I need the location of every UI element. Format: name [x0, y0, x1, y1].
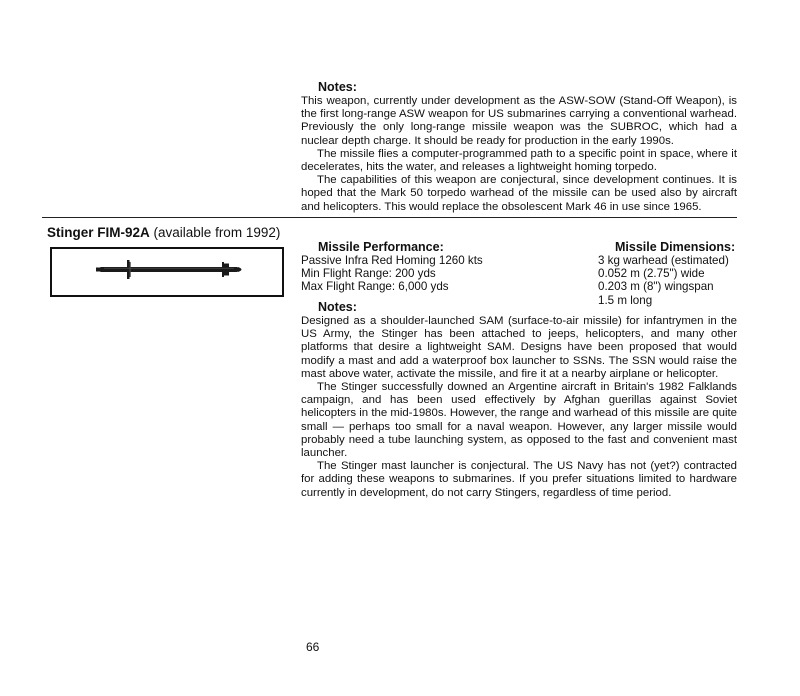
performance-line: Max Flight Range: 6,000 yds	[301, 280, 449, 294]
top-notes-section	[301, 80, 737, 214]
dimension-line: 3 kg warhead (estimated)	[598, 254, 729, 267]
top-notes-paragraph: The missile flies a computer-programmed path to a specific point in space, where it decelerates, hits the water, and releases a lightweight homing torpedo.	[301, 147, 737, 174]
weapon-availability: (available from 1992)	[153, 225, 281, 240]
weapon-name: Stinger FIM-92A	[47, 225, 150, 240]
dimension-line: 0.052 m (2.75") wide	[598, 267, 705, 281]
missile-dimensions-block	[598, 240, 738, 307]
lower-notes-section	[301, 300, 737, 500]
section-divider	[42, 217, 737, 218]
missile-illustration-box	[50, 247, 284, 297]
lower-notes-heading: Notes:	[318, 300, 357, 314]
page-number: 66	[306, 640, 320, 654]
missile-performance-block	[301, 240, 591, 294]
lower-notes-paragraph: The Stinger mast launcher is conjectural. The US Navy has not (yet?) contracted for adding these weapons to submarines. If you prefer situations limited to hardware currently in development, do not carry Stingers, regardless of time period.	[301, 460, 737, 499]
dimensions-heading: Missile Dimensions:	[615, 240, 736, 254]
dimension-line: 0.203 m (8") wingspan	[598, 280, 714, 294]
performance-line: Passive Infra Red Homing 1260 kts	[301, 254, 483, 267]
dimension-line: 1.5 m long	[598, 293, 653, 307]
lower-notes-paragraph: The Stinger successfully downed an Argentine aircraft in Britain's 1982 Falklands campaign, and has been used effectively by Afghan guerillas against Soviet helicopters in the mid-1980s. However, the range and warhead of this missile are quite small — perhaps too small for a naval weapon. However, any larger missile would probably need a tube launching system, as opposed to the fast and convenient mast launcher.	[301, 381, 737, 460]
top-notes-paragraph: This weapon, currently under development as the ASW-SOW (Stand-Off Weapon), is the first long-range ASW weapon for US submarines carrying a conventional warhead. Previously the only long-range missile weapon was the SUBROC, which had a nuclear depth charge. It should be ready for production in the early 1990s.	[301, 95, 737, 147]
top-notes-paragraph: The capabilities of this weapon are conjectural, since development continues. It is hoped that the Mark 50 torpedo warhead of the missile can be used also by aircraft and helicopters. This would replace the obsolescent Mark 46 in use since 1965.	[301, 174, 737, 213]
performance-line: Min Flight Range: 200 yds	[301, 267, 436, 281]
lower-notes-paragraph: Designed as a shoulder-launched SAM (surface-to-air missile) for infantrymen in the US Army, the Stinger has been attached to jeeps, helicopters, and many other platforms that desire a lightweight SAM. Designs have been proposed that would modify a mast and add a waterproof box launcher to SSNs. The SSN would raise the mast above water, activate the missile, and fire it at a nearby airplane or helicopter.	[301, 315, 737, 380]
missile-icon	[52, 249, 282, 295]
performance-heading: Missile Performance:	[318, 240, 444, 254]
top-notes-heading: Notes:	[318, 80, 357, 94]
weapon-title	[47, 225, 280, 241]
